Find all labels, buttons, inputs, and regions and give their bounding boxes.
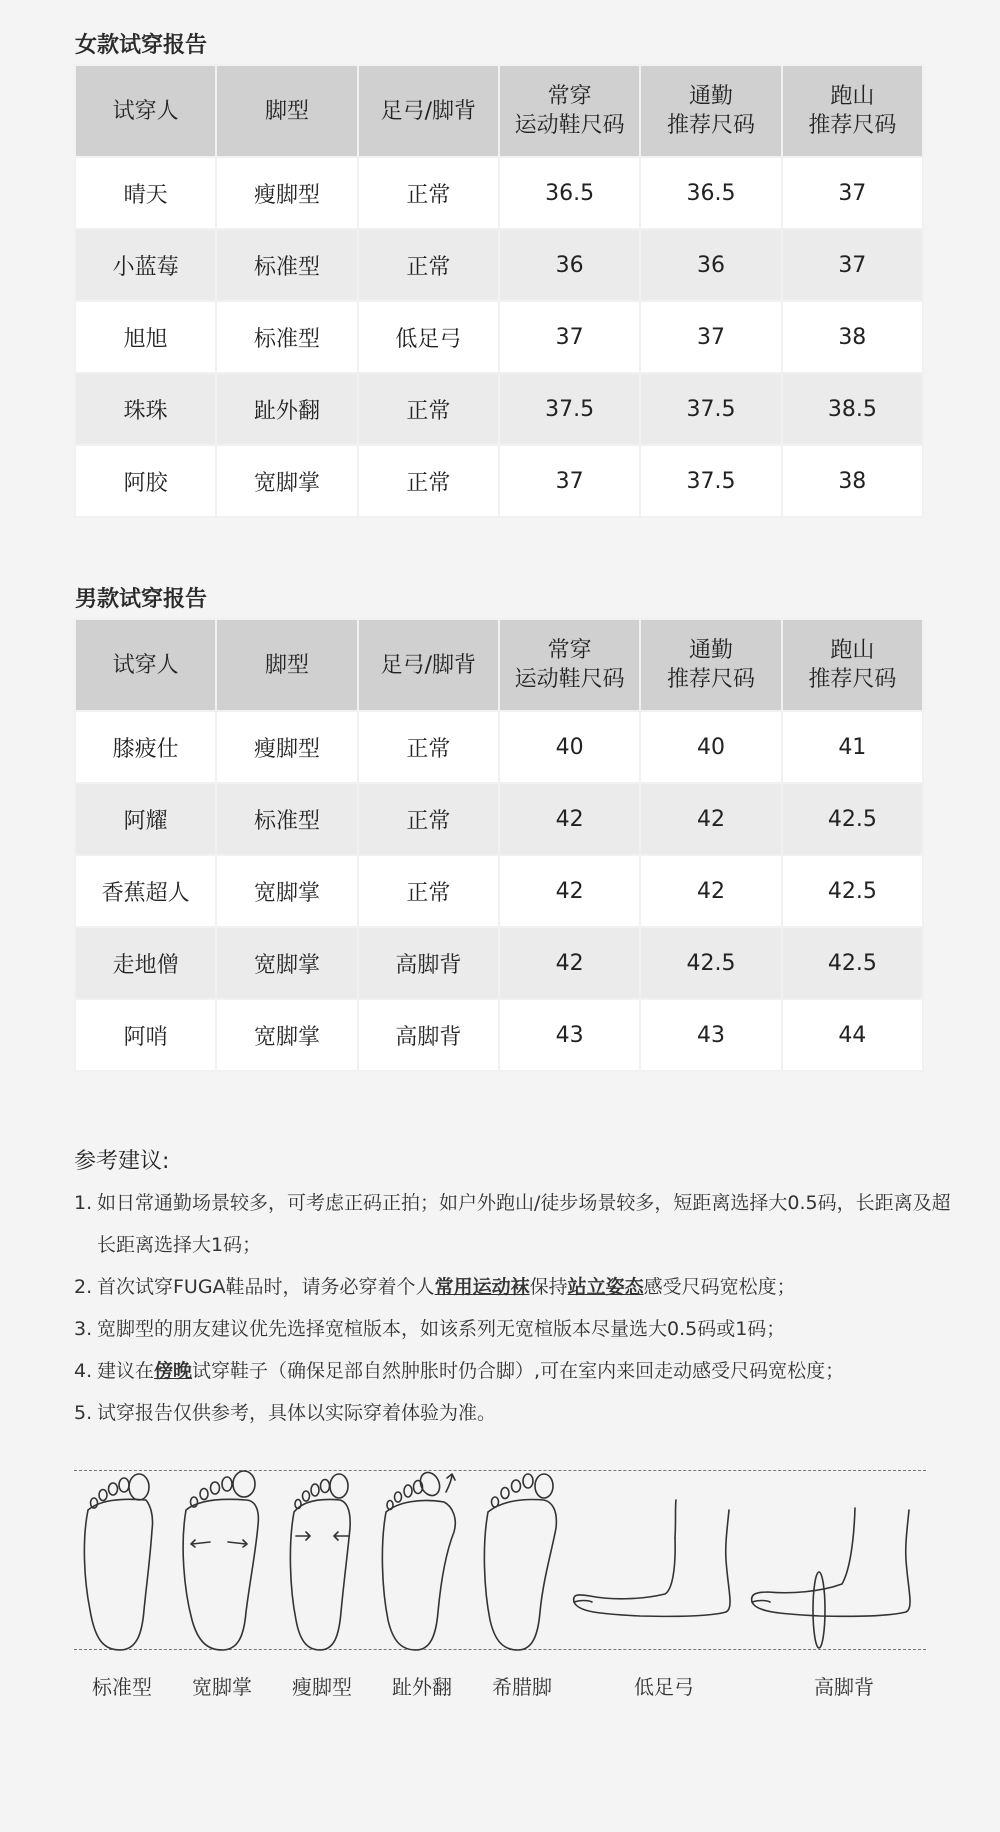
column-header-text: 试穿人: [112, 652, 179, 678]
table-header-row: [75, 65, 923, 157]
table-cell: 小蓝莓: [75, 229, 216, 301]
table-cell: 37.5: [640, 445, 781, 517]
table-cell: 42.5: [782, 927, 923, 999]
column-header: [499, 65, 640, 157]
table-cell: 阿哨: [75, 999, 216, 1071]
advice-item-number: 4.: [74, 1360, 93, 1382]
column-header-text: 跑山: [830, 638, 875, 663]
table-cell: 瘦脚型: [216, 711, 357, 783]
table-cell: 40: [640, 711, 781, 783]
column-header: [75, 65, 216, 157]
column-header: [216, 619, 357, 711]
bunion-foot-icon: [382, 1469, 455, 1650]
advice-item-number: 1.: [74, 1192, 93, 1214]
column-header-text: 通勤: [688, 84, 733, 109]
women-section-title: 女款试穿报告: [75, 33, 208, 58]
advice-list: [74, 1182, 954, 1434]
women-fit-table: [74, 64, 924, 518]
table-cell: 37: [640, 301, 781, 373]
advice-text: 试穿鞋子（确保足部自然肿胀时仍合脚）,可在室内来回走动感受尺码宽松度；: [192, 1360, 845, 1382]
table-cell: 标准型: [216, 229, 357, 301]
advice-emphasis: 站立姿态: [567, 1276, 644, 1298]
foot-label-wide: 宽脚掌: [192, 1675, 252, 1699]
column-header: [216, 65, 357, 157]
foot-label-high-instep: 高脚背: [814, 1675, 874, 1699]
table-cell: 走地僧: [75, 927, 216, 999]
advice-item: [74, 1392, 954, 1434]
table-cell: 膝疲仕: [75, 711, 216, 783]
table-cell: 珠珠: [75, 373, 216, 445]
table-row: [75, 445, 923, 517]
low-arch-foot-icon: [574, 1500, 730, 1616]
foot-label-low-arch: 低足弓: [634, 1675, 694, 1699]
table-cell: 宽脚掌: [216, 855, 357, 927]
table-cell: 香蕉超人: [75, 855, 216, 927]
table-row: [75, 783, 923, 855]
table-cell: 正常: [358, 783, 499, 855]
table-cell: 37.5: [499, 373, 640, 445]
standard-foot-icon: [84, 1474, 152, 1650]
advice-text: 感受尺码宽松度；: [643, 1276, 796, 1298]
table-cell: 36.5: [499, 157, 640, 229]
foot-label-narrow: 瘦脚型: [292, 1675, 352, 1699]
table-row: [75, 999, 923, 1071]
column-header: [499, 619, 640, 711]
table-cell: 旭旭: [75, 301, 216, 373]
table-cell: 37: [499, 301, 640, 373]
table-cell: 42: [499, 855, 640, 927]
high-instep-foot-icon: [752, 1508, 910, 1648]
column-header-text: 脚型: [264, 98, 309, 124]
column-header: [358, 65, 499, 157]
column-header: [358, 619, 499, 711]
column-header-text: 通勤: [688, 638, 733, 663]
advice-item: [74, 1266, 954, 1308]
table-cell: 晴天: [75, 157, 216, 229]
advice-item: [74, 1350, 954, 1392]
advice-item: [74, 1182, 954, 1266]
table-cell: 44: [782, 999, 923, 1071]
column-header-text: 跑山: [830, 84, 875, 109]
table-cell: 宽脚掌: [216, 927, 357, 999]
advice-item-number: 3.: [74, 1318, 93, 1340]
table-cell: 阿胶: [75, 445, 216, 517]
table-cell: 正常: [358, 711, 499, 783]
table-cell: 38: [782, 445, 923, 517]
advice-text: 建议在: [97, 1360, 155, 1382]
table-cell: 42.5: [640, 927, 781, 999]
table-cell: 38: [782, 301, 923, 373]
table-cell: 宽脚掌: [216, 999, 357, 1071]
table-cell: 37: [782, 157, 923, 229]
advice-text: 保持: [529, 1276, 568, 1298]
greek-foot-icon: [484, 1474, 556, 1650]
column-header-text: 推荐尺码: [666, 667, 755, 692]
table-cell: 标准型: [216, 783, 357, 855]
column-header-text: 运动鞋尺码: [514, 667, 625, 692]
column-header-text: 推荐尺码: [808, 667, 897, 692]
foot-label-standard: 标准型: [92, 1675, 152, 1699]
table-cell: 阿耀: [75, 783, 216, 855]
column-header: [75, 619, 216, 711]
table-cell: 42.5: [782, 855, 923, 927]
table-cell: 42: [640, 783, 781, 855]
table-cell: 37: [782, 229, 923, 301]
table-cell: 36: [640, 229, 781, 301]
table-row: [75, 229, 923, 301]
table-cell: 趾外翻: [216, 373, 357, 445]
table-cell: 瘦脚型: [216, 157, 357, 229]
column-header-text: 足弓/脚背: [380, 652, 477, 678]
table-row: [75, 711, 923, 783]
column-header-text: 足弓/脚背: [380, 98, 477, 124]
table-cell: 38.5: [782, 373, 923, 445]
column-header-text: 运动鞋尺码: [514, 113, 625, 138]
table-cell: 42.5: [782, 783, 923, 855]
table-cell: 正常: [358, 855, 499, 927]
column-header: [782, 65, 923, 157]
advice-item-number: 2.: [74, 1276, 93, 1298]
table-cell: 正常: [358, 157, 499, 229]
table-row: [75, 927, 923, 999]
advice-emphasis: 常用运动袜: [434, 1276, 530, 1298]
column-header-text: 常穿: [547, 84, 592, 109]
column-header: [640, 65, 781, 157]
narrow-foot-icon: [290, 1474, 350, 1650]
column-header-text: 推荐尺码: [808, 113, 897, 138]
table-cell: 42: [499, 783, 640, 855]
table-header-row: [75, 619, 923, 711]
men-section-title: 男款试穿报告: [75, 587, 208, 612]
advice-emphasis: 傍晚: [154, 1360, 193, 1382]
advice-text: 试穿报告仅供参考，具体以实际穿着体验为准。: [97, 1402, 497, 1424]
table-cell: 40: [499, 711, 640, 783]
table-row: [75, 373, 923, 445]
table-cell: 42: [640, 855, 781, 927]
advice-text: 如日常通勤场景较多，可考虑正码正拍；如户外跑山/徒步场景较多，短距离选择大0.5码，长距离及超长距离选择大1码；: [97, 1192, 951, 1256]
table-cell: 标准型: [216, 301, 357, 373]
advice-item: [74, 1308, 954, 1350]
table-row: [75, 157, 923, 229]
wide-foot-icon: [183, 1471, 258, 1650]
column-header-text: 常穿: [547, 638, 592, 663]
table-cell: 正常: [358, 445, 499, 517]
foot-label-bunion: 趾外翻: [392, 1675, 452, 1699]
advice-title: 参考建议:: [74, 1149, 170, 1174]
column-header-text: 推荐尺码: [666, 113, 755, 138]
table-row: [75, 855, 923, 927]
table-cell: 41: [782, 711, 923, 783]
table-cell: 36.5: [640, 157, 781, 229]
advice-text: 宽脚型的朋友建议优先选择宽楦版本，如该系列无宽楦版本尽量选大0.5码或1码；: [97, 1318, 786, 1340]
table-cell: 42: [499, 927, 640, 999]
table-cell: 43: [499, 999, 640, 1071]
table-cell: 正常: [358, 373, 499, 445]
advice-item-number: 5.: [74, 1402, 93, 1424]
table-row: [75, 301, 923, 373]
table-cell: 高脚背: [358, 927, 499, 999]
advice-text: 首次试穿FUGA鞋品时，请务必穿着个人: [97, 1276, 435, 1298]
column-header-text: 脚型: [264, 652, 309, 678]
table-cell: 37.5: [640, 373, 781, 445]
table-cell: 正常: [358, 229, 499, 301]
column-header-text: 试穿人: [112, 98, 179, 124]
foot-label-greek: 希腊脚: [492, 1675, 552, 1699]
column-header: [782, 619, 923, 711]
table-cell: 37: [499, 445, 640, 517]
table-cell: 低足弓: [358, 301, 499, 373]
table-cell: 36: [499, 229, 640, 301]
foot-type-illustrations: [0, 1460, 1000, 1660]
column-header: [640, 619, 781, 711]
table-cell: 高脚背: [358, 999, 499, 1071]
men-fit-table: [74, 618, 924, 1072]
table-cell: 43: [640, 999, 781, 1071]
table-cell: 宽脚掌: [216, 445, 357, 517]
